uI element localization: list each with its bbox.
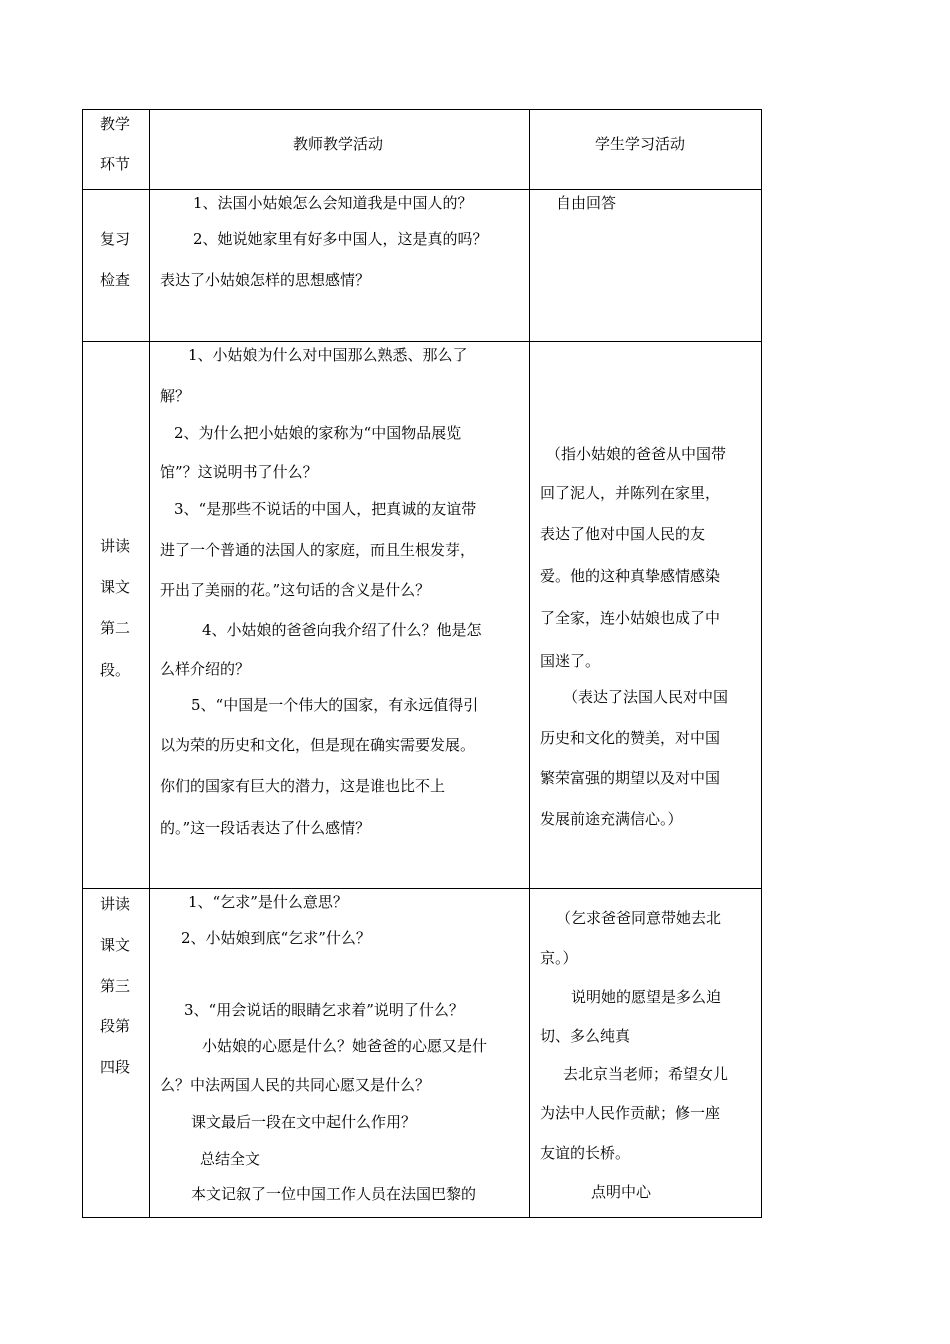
student-line: 繁荣富强的期望以及对中国: [540, 769, 721, 787]
teacher-line: 本文记叙了一位中国工作人员在法国巴黎的: [191, 1185, 477, 1203]
teacher-line: 2、为什么把小姑娘的家称为“中国物品展览: [174, 424, 462, 442]
student-line: 切、多么纯真: [540, 1027, 631, 1045]
section-label: 段第: [100, 1017, 131, 1035]
section-label: 检查: [100, 271, 131, 289]
student-line: 爱。他的这种真挚感情感染: [540, 567, 721, 585]
student-line: （表达了法国人民对中国: [563, 688, 729, 706]
student-line: 回了泥人，并陈列在家里，: [540, 484, 721, 502]
row-paragraph-three-four: [83, 889, 762, 1218]
teacher-line: 进了一个普通的法国人的家庭，而且生根发芽，: [160, 541, 476, 559]
teacher-line: 表达了小姑娘怎样的思想感情？: [160, 271, 371, 289]
teacher-line: 么？中法两国人民的共同心愿又是什么？: [160, 1076, 431, 1094]
lesson-plan-table: [82, 109, 762, 1218]
row-two-teacher: [150, 342, 530, 889]
teacher-line: 1、“乞求”是什么意思？: [188, 893, 348, 911]
header-student-label: 学生学习活动: [595, 135, 686, 153]
row-review-student: [530, 190, 762, 342]
section-label: 四段: [100, 1058, 131, 1076]
teacher-line: 3、“是那些不说话的中国人，把真诚的友谊带: [174, 500, 477, 518]
teacher-line: 的。”这一段话表达了什么感情？: [160, 819, 371, 837]
teacher-line: 开出了美丽的花。”这句话的含义是什么？: [160, 581, 431, 599]
student-line: 历史和文化的赞美，对中国: [540, 729, 721, 747]
teacher-line: 馆”？这说明书了什么？: [160, 463, 318, 481]
header-col-stage: [83, 110, 150, 190]
teacher-line: 2、她说她家里有好多中国人，这是真的吗？: [193, 230, 488, 248]
section-label: 复习: [100, 230, 131, 248]
section-label: 第二: [100, 619, 131, 637]
student-line: 友谊的长桥。: [540, 1144, 631, 1162]
section-label: 段。: [100, 661, 131, 679]
student-line: 去北京当老师；希望女儿: [563, 1065, 729, 1083]
header-col-teacher: [150, 110, 530, 190]
row-two-section: [83, 342, 150, 889]
row-paragraph-two: [83, 342, 762, 889]
row-review-teacher: [150, 190, 530, 342]
header-stage-line2: 环节: [100, 155, 131, 173]
student-line: （指小姑娘的爸爸从中国带: [546, 445, 727, 463]
section-label: 第三: [100, 977, 131, 995]
teacher-line: 小姑娘的心愿是什么？她爸爸的心愿又是什: [202, 1037, 488, 1055]
row-review: [83, 190, 762, 342]
header-col-student: [530, 110, 762, 190]
teacher-line: 4、小姑娘的爸爸向我介绍了什么？他是怎: [202, 621, 482, 639]
teacher-line: 以为荣的历史和文化，但是现在确实需要发展。: [160, 736, 476, 754]
student-line: 为法中人民作贡献；修一座: [540, 1104, 721, 1122]
section-label: 课文: [100, 578, 131, 596]
student-line: 发展前途充满信心。）: [540, 810, 683, 828]
header-teacher-label: 教师教学活动: [293, 135, 384, 153]
teacher-line: 5、“中国是一个伟大的国家，有永远值得引: [191, 696, 479, 714]
student-line: （乞求爸爸同意带她去北: [556, 909, 722, 927]
teacher-line: 1、法国小姑娘怎么会知道我是中国人的？: [193, 194, 473, 212]
row-review-section: [83, 190, 150, 342]
row-three-section: [83, 889, 150, 1218]
teacher-line: 总结全文: [200, 1150, 261, 1168]
teacher-line: 2、小姑娘到底“乞求”什么？: [181, 929, 371, 947]
header-stage-line1: 教学: [100, 115, 131, 133]
teacher-line: 么样介绍的？: [160, 660, 251, 678]
student-line: 自由回答: [556, 194, 617, 212]
student-line: 京。）: [540, 949, 578, 967]
student-line: 点明中心: [591, 1183, 652, 1201]
teacher-line: 解？: [160, 387, 191, 405]
student-line: 说明她的愿望是多么迫: [571, 988, 722, 1006]
row-three-teacher: [150, 889, 530, 1218]
teacher-line: 你们的国家有巨大的潜力，这是谁也比不上: [160, 777, 446, 795]
student-line: 了全家，连小姑娘也成了中: [540, 609, 721, 627]
row-two-student: [530, 342, 762, 889]
student-line: 表达了他对中国人民的友: [540, 525, 706, 543]
header-row: [83, 110, 762, 190]
row-three-student: [530, 889, 762, 1218]
student-line: 国迷了。: [540, 652, 601, 670]
teacher-line: 课文最后一段在文中起什么作用？: [191, 1113, 417, 1131]
section-label: 课文: [100, 936, 131, 954]
teacher-line: 3、“用会说话的眼睛乞求着”说明了什么？: [184, 1001, 464, 1019]
section-label: 讲读: [100, 537, 131, 555]
section-label: 讲读: [100, 895, 131, 913]
teacher-line: 1、小姑娘为什么对中国那么熟悉、那么了: [188, 346, 468, 364]
